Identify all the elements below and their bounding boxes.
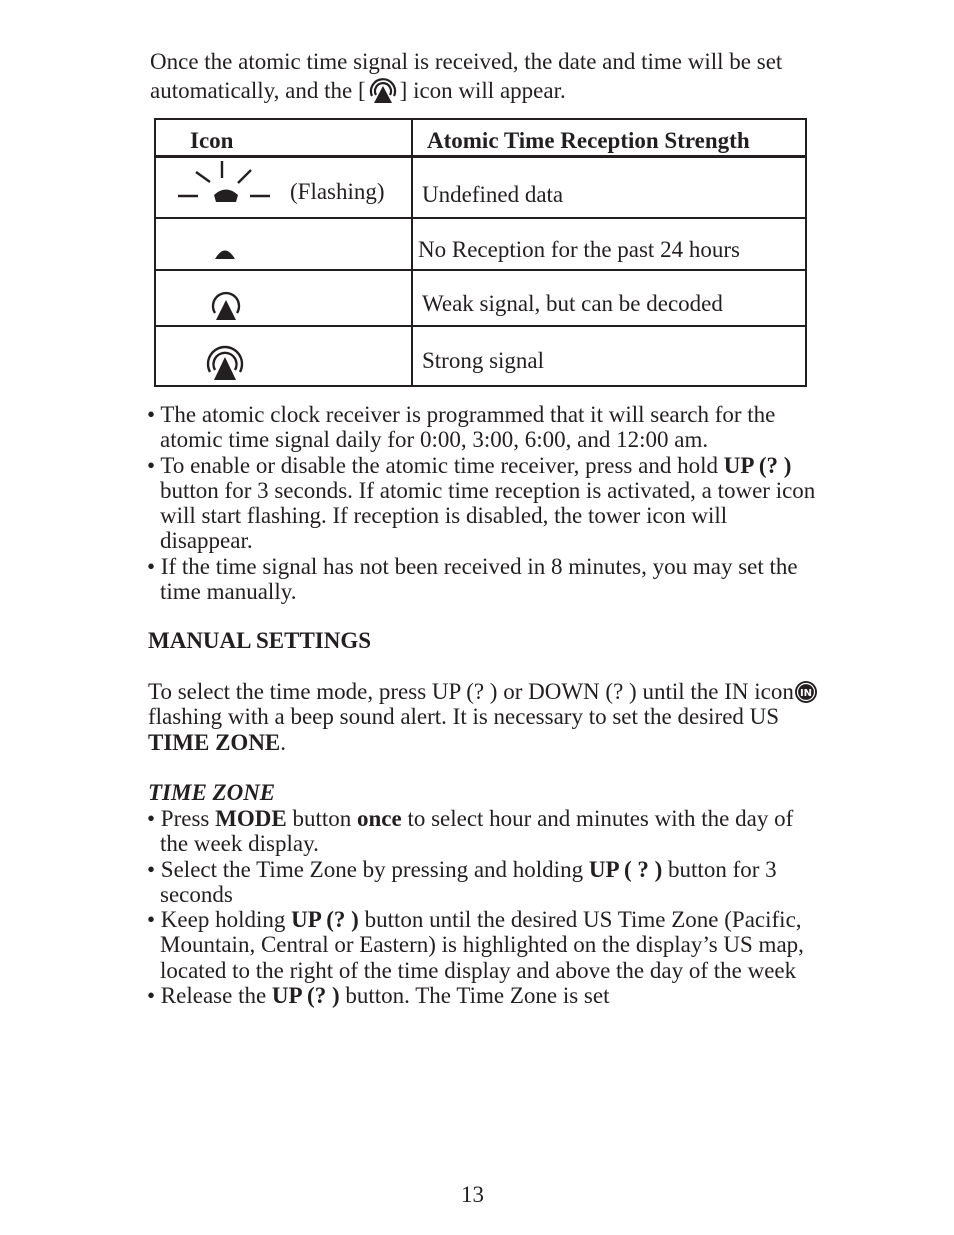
strength-weak: Weak signal, but can be decoded <box>422 291 723 316</box>
list-item <box>147 402 817 453</box>
reception-strength-table <box>154 118 807 387</box>
bullet-bold: UP (? ) <box>723 452 792 478</box>
list-item <box>147 907 817 983</box>
strong-signal-tower-icon <box>204 340 246 382</box>
strength-undefined: Undefined data <box>422 182 564 207</box>
bullet-bold: UP (? ) <box>291 907 359 933</box>
bullet-text: • To enable or disable the atomic time receiver, press and hold <box>147 452 724 478</box>
page-number: 13 <box>461 1182 484 1207</box>
list-item <box>147 554 817 605</box>
manual-settings-paragraph <box>148 679 818 755</box>
bullet-bold: MODE <box>215 806 287 831</box>
bullet-text: button. The Time Zone is set <box>339 983 610 1009</box>
strength-no-reception: No Reception for the past 24 hours <box>418 237 740 262</box>
time-zone-bullets <box>147 806 817 1008</box>
bullet-bold: once <box>356 806 402 831</box>
bullet-text: • The atomic clock receiver is programmed that it will search for the atomic time signal daily for 0:00, 3:00, 6:00, and 12:00 am. <box>147 402 776 453</box>
table-divider <box>156 217 805 219</box>
para-text: flashing with a beep sound alert. It is necessary to set the desired US <box>148 704 780 730</box>
time-zone-heading: TIME ZONE <box>148 780 276 805</box>
reception-bullets <box>147 402 817 604</box>
tower-icon <box>211 238 239 262</box>
para-text: . <box>280 729 287 755</box>
para-text: To select the time mode, press UP (? ) or DOWN (? ) until the IN icon <box>148 679 794 704</box>
table-divider <box>411 120 413 385</box>
in-icon <box>794 680 818 704</box>
list-item <box>147 983 817 1008</box>
header-icon: Icon <box>190 128 234 153</box>
weak-signal-tower-icon <box>208 286 244 322</box>
flashing-tower-icon <box>176 158 276 210</box>
list-item <box>147 453 817 554</box>
bullet-text: • Release the <box>147 983 272 1009</box>
bullet-text: button <box>286 806 357 831</box>
bullet-text: • If the time signal has not been received in 8 minutes, you may set the time manually. <box>147 553 798 605</box>
para-bold: TIME ZONE <box>148 729 281 755</box>
bullet-bold: UP ( ? ) <box>588 856 663 882</box>
bullet-text: • Select the Time Zone by pressing and holding <box>147 856 589 882</box>
manual-settings-heading: MANUAL SETTINGS <box>148 628 372 653</box>
bullet-bold: UP (? ) <box>271 983 340 1009</box>
intro-paragraph <box>150 49 830 104</box>
bullet-text: button for 3 seconds <box>160 856 777 907</box>
bullet-text: • Press <box>147 806 216 831</box>
bullet-text: button for 3 seconds. If atomic time reception is activated, a tower icon will start flashing. If reception is disabled, the tower icon will disappear. <box>160 477 816 554</box>
flashing-label: (Flashing) <box>290 179 385 204</box>
header-strength: Atomic Time Reception Strength <box>427 128 750 153</box>
strong-signal-tower-icon <box>366 74 400 104</box>
list-item <box>147 806 817 857</box>
table-divider <box>156 269 805 271</box>
bullet-text: • Keep holding <box>147 907 292 933</box>
svg-text:IN: IN <box>799 688 812 699</box>
strength-strong: Strong signal <box>422 348 545 373</box>
list-item <box>147 857 817 908</box>
intro-text-1: Once the atomic time signal is received, the date and time will be set automatically, and the [ <box>150 49 783 104</box>
bullet-text: button until the desired US Time Zone (Pacific, Mountain, Central or Eastern) is highlighted on the display’s US map, located to the right of the time display and above the day of the week <box>160 907 804 983</box>
intro-text-2: ] icon will appear. <box>399 78 566 104</box>
bullet-text: to select hour and minutes with the day of the week display. <box>160 806 794 857</box>
table-divider <box>156 325 805 327</box>
